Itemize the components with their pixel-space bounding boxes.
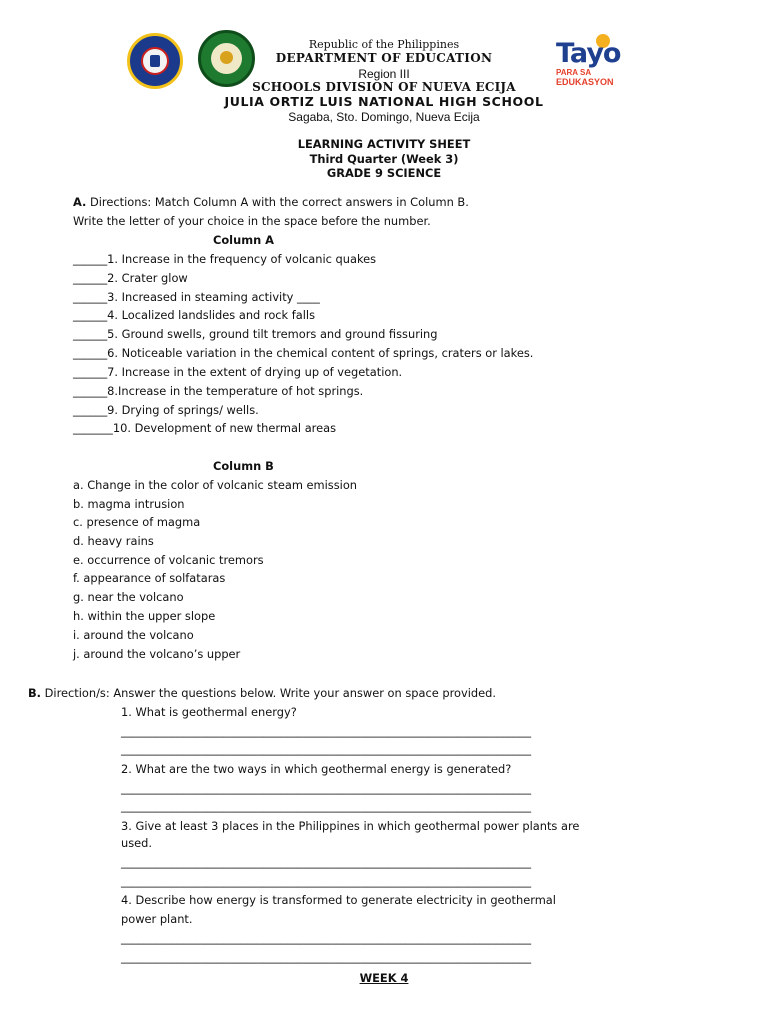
tayo-para: PARA SA	[556, 68, 592, 77]
column-b-item: b. magma intrusion	[73, 497, 185, 511]
question-3: 3. Give at least 3 places in the Philippines in which geothermal power plants are	[121, 819, 580, 833]
column-b-item: h. within the upper slope	[73, 609, 216, 623]
column-b-item: j. around the volcano’s upper	[73, 647, 241, 661]
header-republic: Republic of the Philippines	[308, 38, 460, 51]
answer-line[interactable]: ________________________________________________________________________	[121, 931, 532, 945]
section-b-directions	[28, 686, 496, 700]
tayo-edu: EDUKASYON	[556, 77, 614, 87]
column-b-item: e. occurrence of volcanic tremors	[73, 553, 264, 567]
answer-line[interactable]: ________________________________________________________________________	[121, 781, 532, 795]
answer-line[interactable]: ________________________________________________________________________	[121, 742, 532, 756]
column-b-title: Column B	[213, 459, 274, 473]
column-a-item: ______8.Increase in the temperature of hot springs.	[73, 384, 364, 398]
column-a-item: _______10. Development of new thermal areas	[73, 421, 337, 435]
title-line2: Third Quarter (Week 3)	[309, 152, 459, 166]
section-a-directions	[73, 195, 469, 209]
section-b-marker: B.	[28, 686, 42, 700]
column-b-item: g. near the volcano	[73, 590, 184, 604]
column-a-item: ______3. Increased in steaming activity ____	[73, 290, 320, 304]
header-division: SCHOOLS DIVISION OF NUEVA ECIJA	[252, 80, 516, 94]
section-a-directions-text: Directions: Match Column A with the correct answers in Column B.	[86, 195, 469, 209]
column-b-item: c. presence of magma	[73, 515, 201, 529]
column-a-item: ______4. Localized landslides and rock falls	[73, 308, 316, 322]
column-a-item: ______9. Drying of springs/ wells.	[73, 403, 259, 417]
question-3-cont: used.	[121, 836, 153, 850]
section-a-marker: A.	[73, 195, 87, 209]
column-b-item: i. around the volcano	[73, 628, 194, 642]
column-a-title: Column A	[213, 233, 274, 247]
title-line1: LEARNING ACTIVITY SHEET	[297, 137, 471, 151]
column-a-item: ______6. Noticeable variation in the chemical content of springs, craters or lakes.	[73, 346, 534, 360]
column-b-item: d. heavy rains	[73, 534, 154, 548]
answer-line[interactable]: ________________________________________________________________________	[121, 799, 532, 813]
section-a-directions-2: Write the letter of your choice in the space before the number.	[73, 214, 431, 228]
header-school: JULIA ORTIZ LUIS NATIONAL HIGH SCHOOL	[224, 94, 544, 109]
week-heading: WEEK 4	[359, 971, 409, 985]
question-4: 4. Describe how energy is transformed to generate electricity in geothermal	[121, 893, 556, 907]
header-address: Sagaba, Sto. Domingo, Nueva Ecija	[288, 110, 480, 124]
question-2: 2. What are the two ways in which geothermal energy is generated?	[121, 762, 512, 776]
column-a-item: ______5. Ground swells, ground tilt tremors and ground fissuring	[73, 327, 438, 341]
answer-line[interactable]: ________________________________________________________________________	[121, 855, 532, 869]
answer-line[interactable]: ________________________________________________________________________	[121, 874, 532, 888]
tayo-word: Tayo	[556, 38, 621, 69]
answer-line[interactable]: ________________________________________________________________________	[121, 950, 532, 964]
section-b-directions-text: Direction/s: Answer the questions below. Write your answer on space provided.	[41, 686, 497, 700]
question-4-cont: power plant.	[121, 912, 193, 926]
answer-line[interactable]: ________________________________________________________________________	[121, 724, 532, 738]
column-b-item: f. appearance of solfataras	[73, 571, 226, 585]
column-a-item: ______1. Increase in the frequency of volcanic quakes	[73, 252, 377, 266]
header-department: DEPARTMENT OF EDUCATION	[275, 51, 493, 65]
column-b-item: a. Change in the color of volcanic steam emission	[73, 478, 358, 492]
title-line3: GRADE 9 SCIENCE	[326, 166, 442, 180]
column-a-item: ______2. Crater glow	[73, 271, 188, 285]
header-region: Region III	[358, 67, 410, 81]
column-a-item: ______7. Increase in the extent of drying up of vegetation.	[73, 365, 403, 379]
question-1: 1. What is geothermal energy?	[121, 705, 297, 719]
